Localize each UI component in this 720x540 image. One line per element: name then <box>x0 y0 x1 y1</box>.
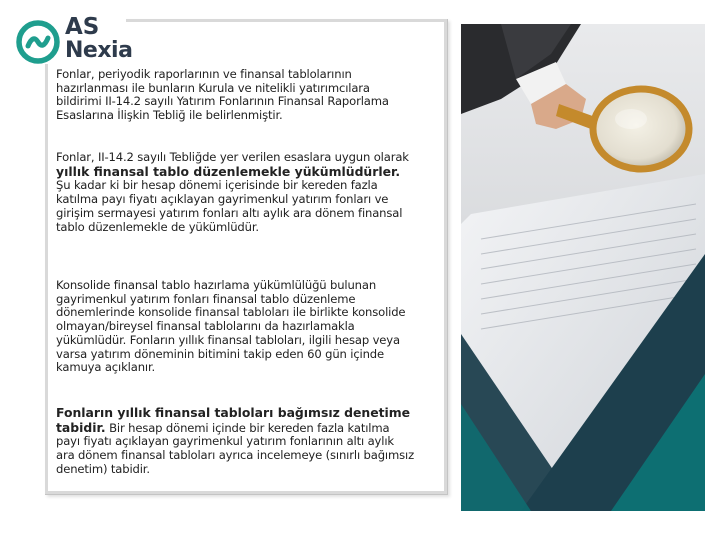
magnifying-glass-photo <box>461 24 705 511</box>
paragraph-text: Bir hesap dönemi içinde bir kereden fazla katılma payı fiyatı açıklayan gayrimenkul yatırım fonlarının altı aylık ara dönem finansal tabloları ayrıca incelemeye (sınırlı bağımsız denetim) tabidir. <box>56 420 415 476</box>
logo-text-nexia: Nexia <box>65 38 133 63</box>
paragraph-emphasis: yıllık finansal tablo düzenlemekle yükümlüdürler. <box>56 163 401 179</box>
paragraph-text: Fonlar, periyodik raporlarının ve finansal tablolarının hazırlanması ile bunların Kurula ve nitelikli yatırımcılara bildirimi II-14.2 sayılı Yatırım Fonlarının Finansal Raporlama Esaslarına İlişkin Tebliğ ile belirlenmiştir. <box>56 67 389 123</box>
logo-text-as: AS <box>65 14 100 40</box>
company-logo <box>14 14 133 64</box>
nexia-logo-icon <box>16 20 60 64</box>
paragraph-reporting-basis <box>56 68 416 123</box>
paragraph-text: Şu kadar ki bir hesap dönemi içerisinde bir kereden fazla katılma payı fiyatı açıklayan gayrimenkul yatırım fonları ve girişim sermayesi yatırım fonları altı aylık ara dönem finansal tablo düzenlemekle de yükümlüdür. <box>56 178 403 234</box>
paragraph-annual-statement-obligation <box>56 151 416 234</box>
paragraph-text: Konsolide finansal tablo hazırlama yükümlülüğü bulunan gayrimenkul yatırım fonları finansal tablo düzenleme dönemlerinde konsolide finansal tabloları ile birlikte konsolide olmayan/bireysel finansal tablolarını da hazırlamakla yükümlüdür. Fonların yıllık finansal tabloları, ilgili hesap veya varsa yatırım döneminin bitimini takip eden 60 gün içinde kamuya açıklanır. <box>56 278 406 375</box>
paragraph-emphasis: Fonların yıllık finansal tabloları bağımsız denetime tabidir. <box>56 405 411 435</box>
magnifying-glass-illustration <box>461 24 705 511</box>
paragraph-consolidated-statements <box>56 279 416 375</box>
paragraph-independent-audit <box>56 406 416 477</box>
paragraph-text: Fonlar, II-14.2 sayılı Tebliğde yer verilen esaslara uygun olarak <box>56 150 409 164</box>
